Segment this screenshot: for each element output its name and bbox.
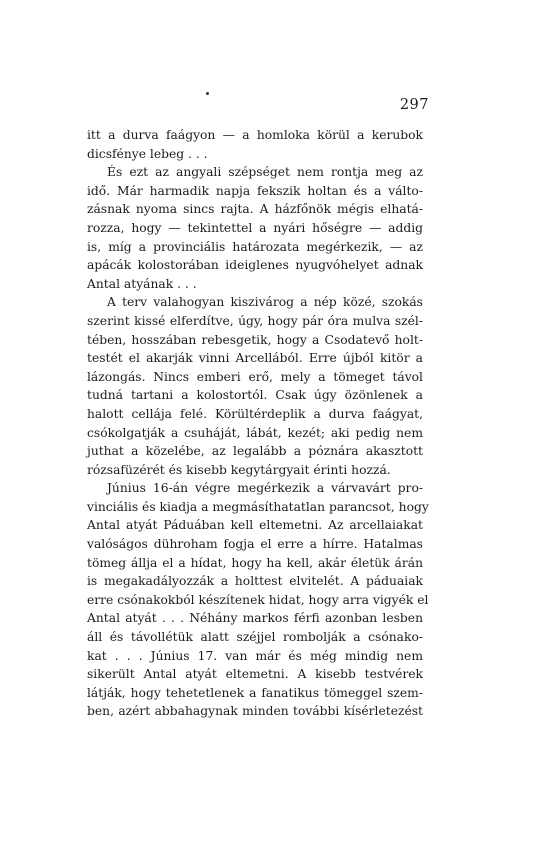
text-line: áll és távollétük alatt széjjel rombolják a csónako- (87, 630, 423, 645)
text-line: juthat a közelébe, az legalább a póznára akasztott (87, 444, 423, 459)
text-line: rozza, hogy — tekintettel a nyári hőségre — addig (87, 220, 423, 235)
text-line: valóságos dühroham fogja el erre a hírre. Hatalmas (87, 537, 423, 552)
text-line: is megakadályozzák a holttest elvitelét. A páduaiak (87, 574, 423, 589)
text-line: testét el akarják vinni Arcellából. Erre újból kitör a (87, 351, 423, 366)
text-line: Antal atyának . . . (87, 276, 197, 291)
text-line: itt a durva faágyon — a homloka körül a kerubok (87, 128, 423, 142)
text-line: És ezt az angyali szépséget nem rontja meg az (107, 165, 423, 180)
text-line: Antal atyát Páduában kell eltemetni. Az arcellaiakat (87, 518, 423, 533)
text-line: zásnak nyoma sincs rajta. A házfőnök mégis elhatá- (87, 202, 423, 217)
text-line: vinciális és kiadja a megmásíthatatlan parancsot, hogy (87, 499, 429, 514)
text-line: is, míg a provinciális határozata megérkezik, — az (87, 239, 423, 254)
text-line: idő. Már harmadik napja fekszik holtan és a válto- (87, 183, 423, 198)
page-number: 297 (399, 97, 429, 113)
print-speck (206, 92, 209, 95)
text-line: dicsfénye lebeg . . . (87, 146, 208, 161)
text-line: tömeg állja el a hídat, hogy ha kell, akár életük árán (87, 555, 423, 570)
text-line: kat . . . Június 17. van már és még mindig nem (87, 648, 423, 663)
text-line: tében, hosszában rebesgetik, hogy a Csodatevő holt- (87, 332, 423, 347)
text-line: sikerült Antal atyát eltemetni. A kisebb testvérek (87, 667, 423, 682)
text-line: Antal atyát . . . Néhány markos férfi azonban lesben (87, 611, 423, 626)
text-line: szerint kissé elferdítve, úgy, hogy pár óra mulva szél- (87, 313, 423, 328)
text-line: Június 16-án végre megérkezik a várvavárt pro- (107, 481, 423, 496)
text-line: rózsafüzérét és kisebb kegytárgyait érinti hozzá. (87, 462, 391, 477)
text-line: A terv valahogyan kiszivárog a nép közé, szokás (107, 295, 423, 310)
text-line: halott cellája felé. Körültérdeplik a durva faágyat, (87, 406, 423, 421)
text-line: látják, hogy tehetetlenek a fanatikus tömeggel szem- (87, 685, 423, 700)
text-line: ben, azért abbahagynak minden további kísérletezést (87, 704, 423, 719)
text-line: csókolgatják a csuháját, lábát, kezét; aki pedig nem (87, 425, 423, 440)
text-line: tudná tartani a kolostortól. Csak úgy özönlenek a (87, 388, 423, 403)
text-line: lázongás. Nincs emberi erő, mely a tömeget távol (87, 369, 423, 384)
text-line: apácák kolostorában ideiglenes nyugvóhelyet adnak (87, 258, 423, 273)
text-line: erre csónakokból készítenek hidat, hogy arra vigyék el (87, 592, 429, 607)
body-text (87, 126, 429, 721)
